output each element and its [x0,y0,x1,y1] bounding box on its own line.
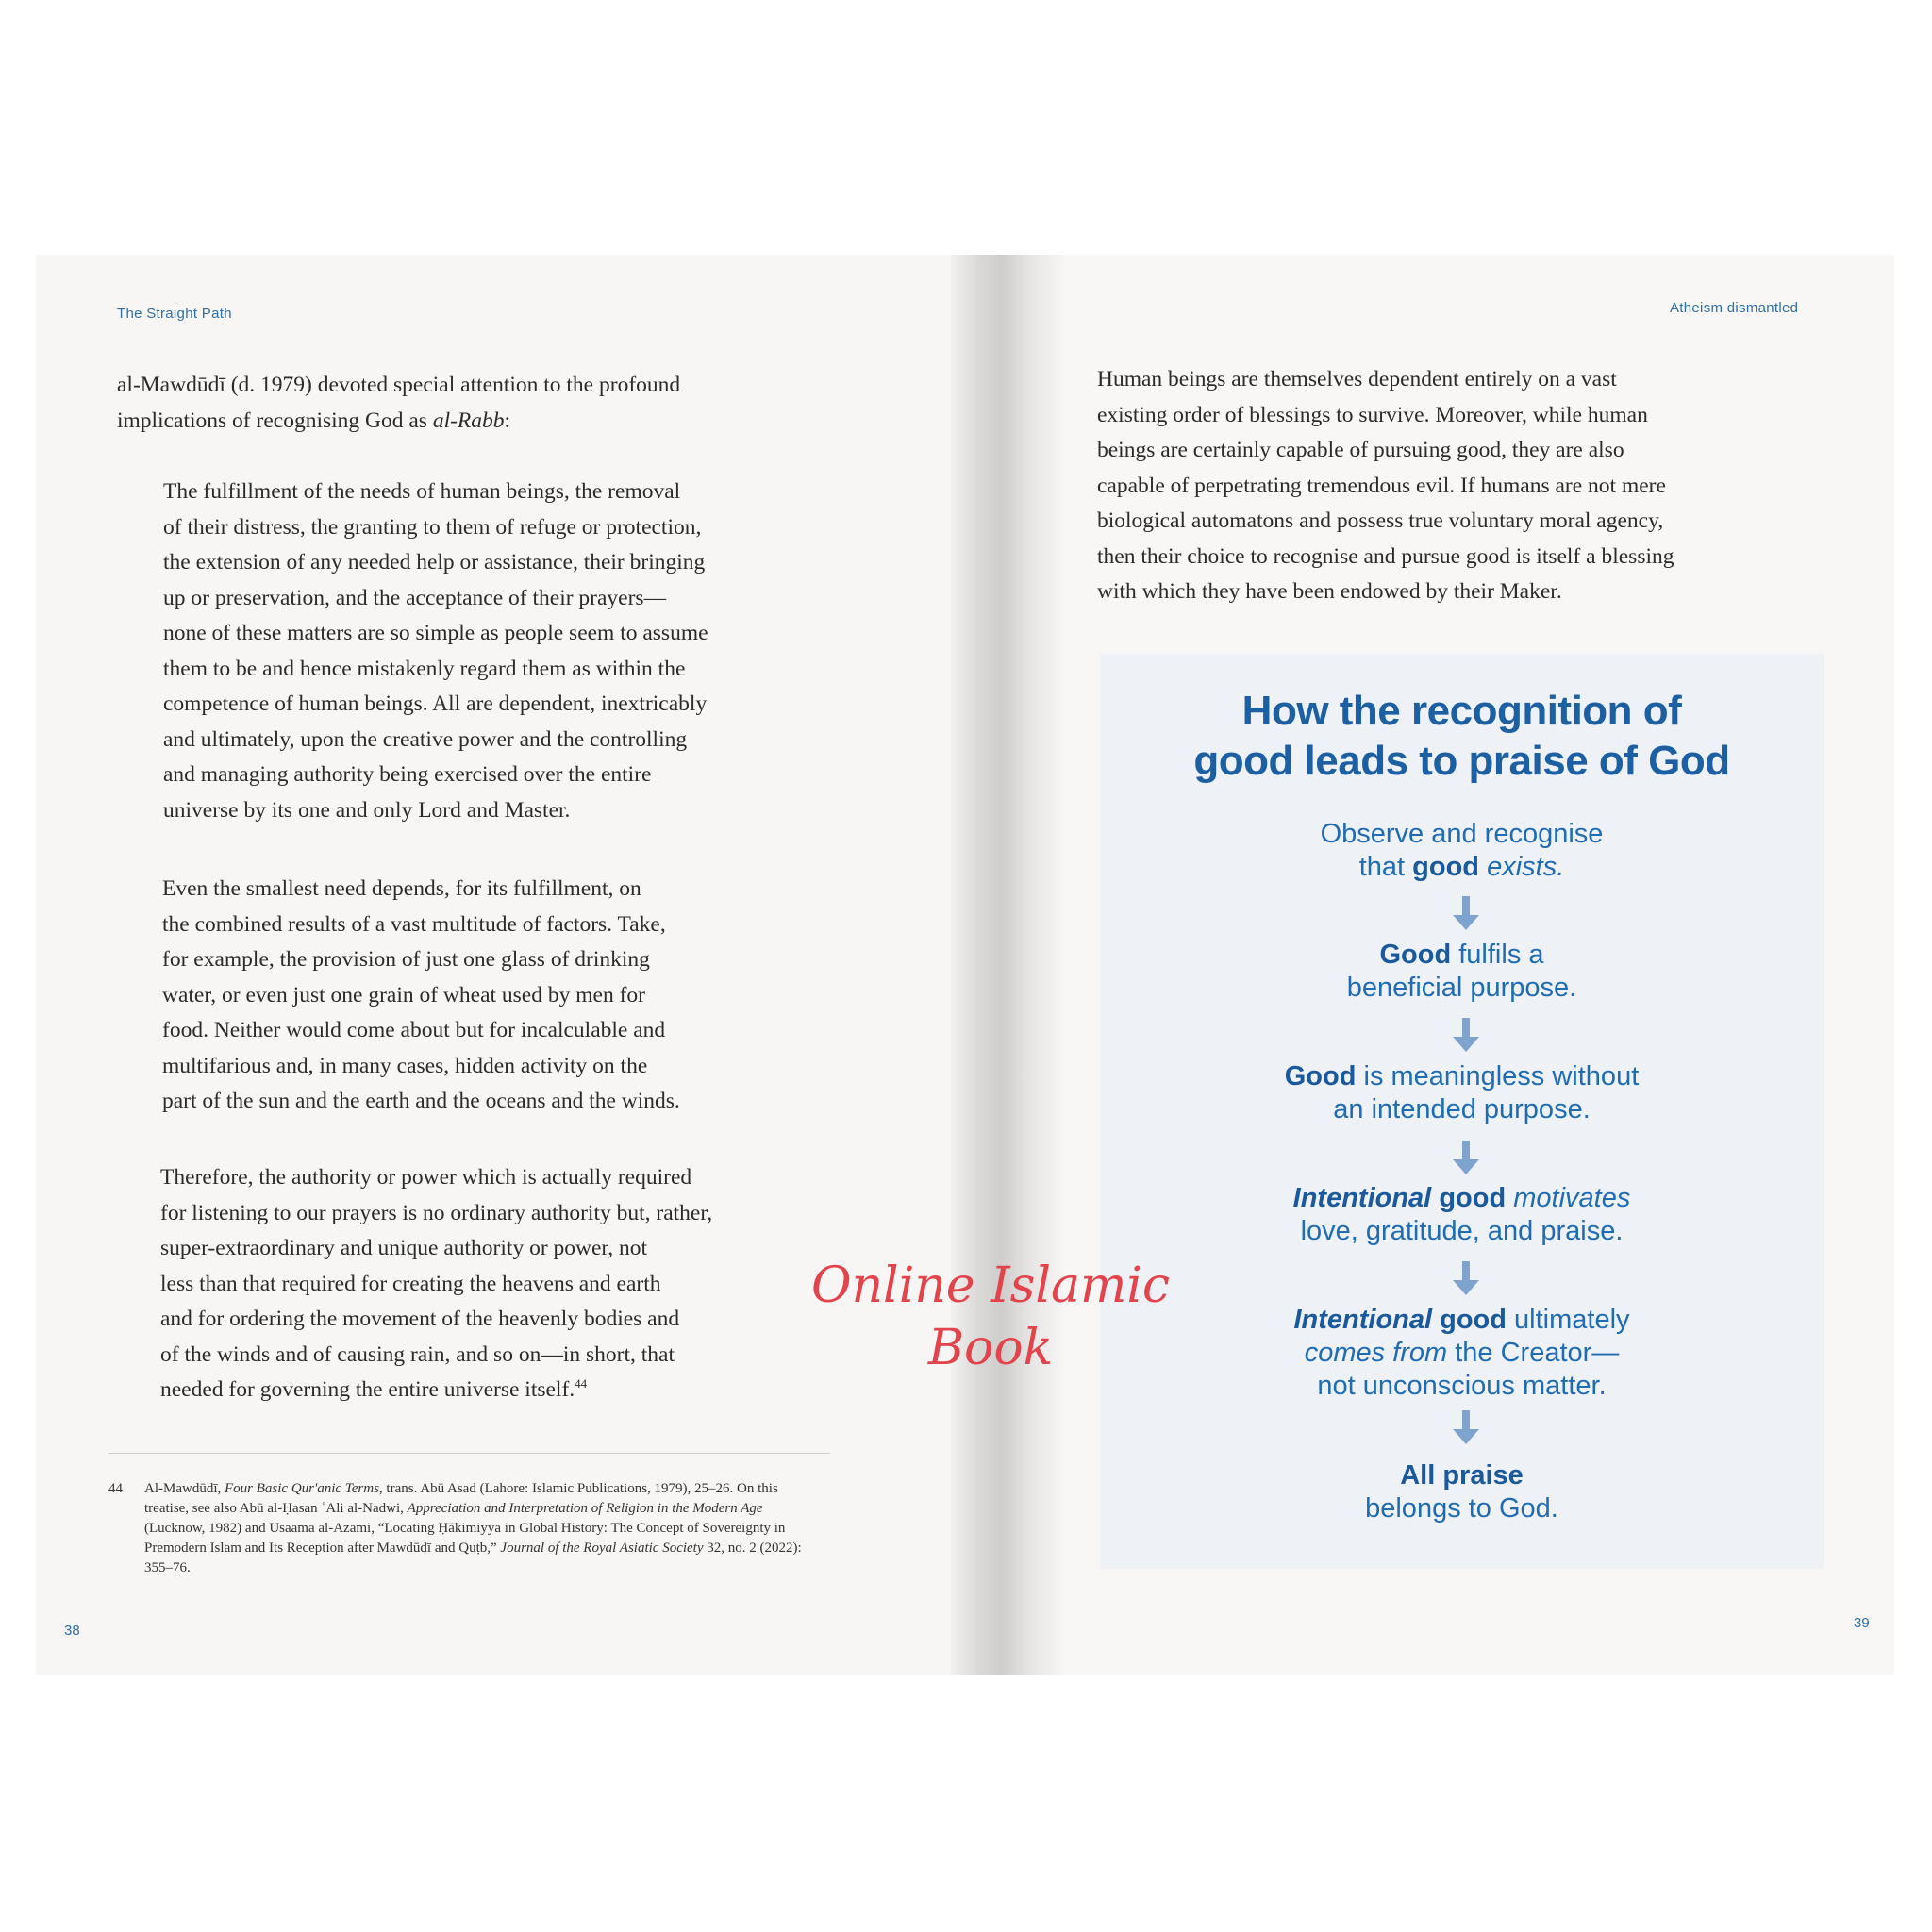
body-line: with which they have been endowed by their Maker. [1097,579,1562,604]
intro-paragraph [117,368,891,439]
down-arrow-icon [1447,1139,1485,1176]
left-running-head: The Straight Path [117,306,232,322]
footnote-number: 44 [108,1481,123,1496]
quote-line: super-extraordinary and unique authority or power, not [160,1236,648,1260]
quote-line: up or preservation, and the acceptance of their prayers— [163,585,667,610]
block-quote-paragraph-1 [163,475,918,828]
intro-line: al-Mawdūdī (d. 1979) devoted special attention to the profound [117,373,681,397]
quote-line: the extension of any needed help or assistance, their bringing [163,550,706,575]
body-line: biological automatons and possess true voluntary moral agency, [1097,508,1664,533]
footnote-text: Al-Mawdūdī, Four Basic Qur'anic Terms, trans. Abū Asad (Lahore: Islamic Publications, 1979), 25–26. On this treatise, see also Abū al-Ḥasan ʿAli al-Nadwi, Appreciation and Interpretation of Religion in the Modern Age (Lucknow, 1982) and Usaama al-Azami, “Locating Ḥākimiyya in Global History: The Concept of Sovereignty in Premodern Islam and Its Reception after Mawdūdī and Quṭb,” Journal of the Royal Asiatic Society 32, no. 2 (2022): 355–76. [144,1481,802,1575]
watermark: Online Islamic Book [810,1257,1171,1376]
quote-line: competence of human beings. All are dependent, inextricably [163,691,708,716]
body-line: Human beings are themselves dependent entirely on a vast [1097,367,1617,391]
quote-line: none of these matters are so simple as people seem to assume [163,621,708,645]
quote-line: and ultimately, upon the creative power and the controlling [163,726,688,752]
diagram-step-4: Intentional good motivates love, gratitude, and praise. [1292,1183,1631,1246]
right-page-number: 39 [1854,1615,1870,1631]
footnote-44 [108,1479,825,1578]
diagram-step-3: Good is meaningless without an intended purpose. [1284,1061,1640,1124]
quote-line: Therefore, the authority or power which is actually required [160,1165,692,1190]
quote-line: for listening to our prayers is no ordinary authority but, rather, [160,1200,713,1225]
quote-line: part of the sun and the earth and the oceans and the winds. [162,1089,680,1113]
quote-line: for example, the provision of just one glass of drinking [162,947,650,972]
diagram-title: How the recognition of good leads to praise of God [1193,688,1730,784]
quote-line: the combined results of a vast multitude of factors. Take, [162,911,666,937]
book-gutter [951,255,1064,1675]
block-quote-paragraph-2 [162,872,917,1120]
quote-line: universe by its one and only Lord and Master. [163,797,571,823]
quote-line: The fulfillment of the needs of human beings, the removal [163,479,681,504]
quote-line: them to be and hence mistakenly regard them as within the [163,656,686,681]
diagram-step-6: All praise belongs to God. [1365,1460,1558,1524]
right-body-paragraph [1097,362,1852,610]
quote-line: multifarious and, in many cases, hidden activity on the [162,1053,648,1078]
quote-line: Even the smallest need depends, for its fulfillment, on [162,876,641,901]
footnote-divider [108,1453,830,1454]
quote-line: food. Neither would come about but for incalculable and [162,1018,666,1042]
diagram-step-2: Good fulfils a beneficial purpose. [1346,940,1577,1003]
body-line: beings are certainly capable of pursuing good, they are also [1097,438,1624,462]
quote-line: and for ordering the movement of the heavenly bodies and [160,1307,680,1331]
praise-flow-diagram [1100,654,1824,1569]
down-arrow-icon [1447,894,1485,932]
quote-line: water, or even just one grain of wheat used by men for [162,982,645,1008]
left-page-number: 38 [64,1623,80,1639]
al-rabb-term: al-Rabb [432,408,505,433]
body-line: existing order of blessings to survive. Moreover, while human [1097,402,1648,427]
quote-line: and managing authority being exercised over the entire [163,762,652,787]
quote-line: less than that required for creating the heavens and earth [160,1271,661,1296]
body-line: then their choice to recognise and pursue good is itself a blessing [1097,543,1674,569]
quote-line: needed for governing the entire universe itself.$^{44}$ [160,1376,588,1402]
down-arrow-icon [1447,1016,1485,1054]
down-arrow-icon [1447,1408,1485,1446]
quote-line: of their distress, the granting to them of refuge or protection, [163,514,702,540]
quote-line: of the winds and of causing rain, and so on—in short, that [160,1341,675,1367]
footnote-marker: 44 [575,1376,588,1391]
body-line: capable of perpetrating tremendous evil. If humans are not mere [1097,473,1666,498]
intro-line: implications of recognising God as al-Rabb: [117,408,511,433]
right-running-head: Atheism dismantled [1670,300,1799,316]
down-arrow-icon [1447,1259,1485,1297]
diagram-step-5: Intentional good ultimately comes from the Creator— not unconscious matter. [1293,1305,1630,1401]
diagram-step-1: Observe and recognise that good exists. [1320,819,1604,882]
